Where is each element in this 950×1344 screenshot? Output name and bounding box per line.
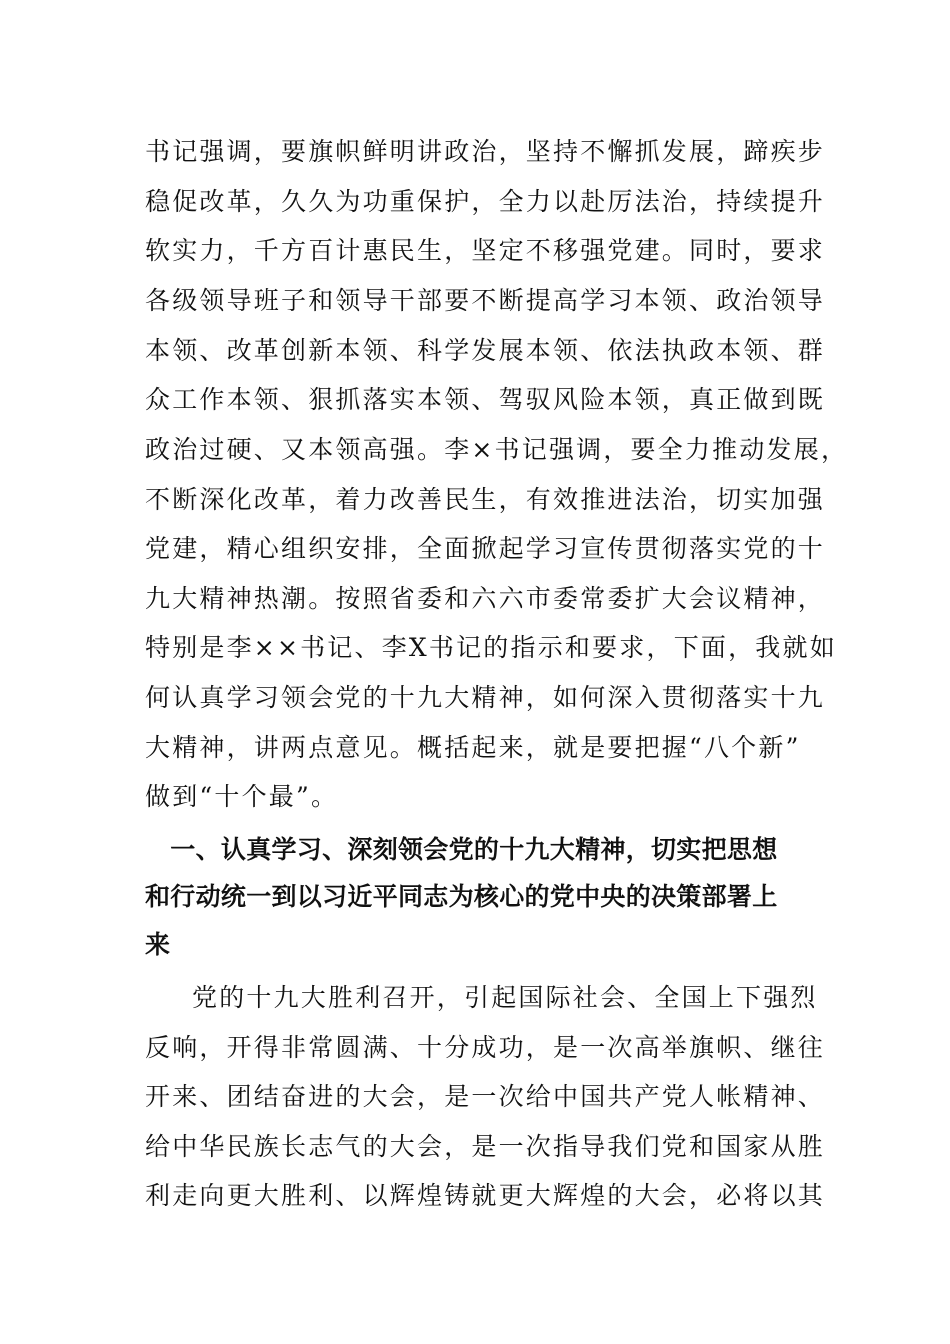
body-text-line: 大精神，讲两点意见。概括起来，就是要把握“八个新” [145, 733, 801, 762]
body-text-line: 利走向更大胜利、以辉煌铸就更大辉煌的大会，必将以其 [145, 1181, 826, 1210]
body-text-line: 稳促改革，久久为功重保护，全力以赴厉法治，持续提升 [145, 187, 826, 216]
body-text-line: 众工作本领、狠抓落实本领、驾驭风险本领，真正做到既 [145, 385, 826, 414]
body-text-line: 开来、团结奋进的大会，是一次给中国共产党人帐精神、 [145, 1082, 826, 1111]
section-heading-line: 一、认真学习、深刻领会党的十九大精神，切实把思想 [145, 835, 778, 864]
body-text-line: 特别是李××书记、李X书记的指示和要求，下面，我就如 [145, 633, 837, 662]
body-text-line: 软实力，千方百计惠民生，坚定不移强党建。同时，要求 [145, 236, 826, 265]
body-text-line: 做到“十个最”。 [145, 782, 339, 811]
body-text-line: 反响，开得非常圆满、十分成功，是一次高举旗帜、继往 [145, 1033, 826, 1062]
section-heading-line: 来 [145, 930, 171, 959]
body-text-line: 不断深化改革，着力改善民生，有效推进法治，切实加强 [145, 485, 826, 514]
body-text-line: 党的十九大胜利召开，引起国际社会、全国上下强烈 [192, 983, 818, 1012]
body-text-line: 党建，精心组织安排，全面掀起学习宣传贯彻落实党的十 [145, 534, 826, 563]
body-text-line: 书记强调，要旗帜鲜明讲政治，坚持不懈抓发展，蹄疾步 [145, 137, 826, 166]
section-heading-line: 和行动统一到以习近平同志为核心的党中央的决策部署上 [145, 882, 778, 911]
body-text-line: 九大精神热潮。按照省委和六六市委常委扩大会议精神， [145, 584, 826, 613]
body-text-line: 给中华民族长志气的大会，是一次指导我们党和国家从胜 [145, 1132, 826, 1161]
body-text-line: 政治过硬、又本领高强。李×书记强调，要全力推动发展， [145, 435, 849, 464]
body-text-line: 本领、改革创新本领、科学发展本领、依法执政本领、群 [145, 336, 826, 365]
body-text-line: 何认真学习领会党的十九大精神，如何深入贯彻落实十九 [145, 683, 826, 712]
body-text-line: 各级领导班子和领导干部要不断提高学习本领、政治领导 [145, 286, 826, 315]
